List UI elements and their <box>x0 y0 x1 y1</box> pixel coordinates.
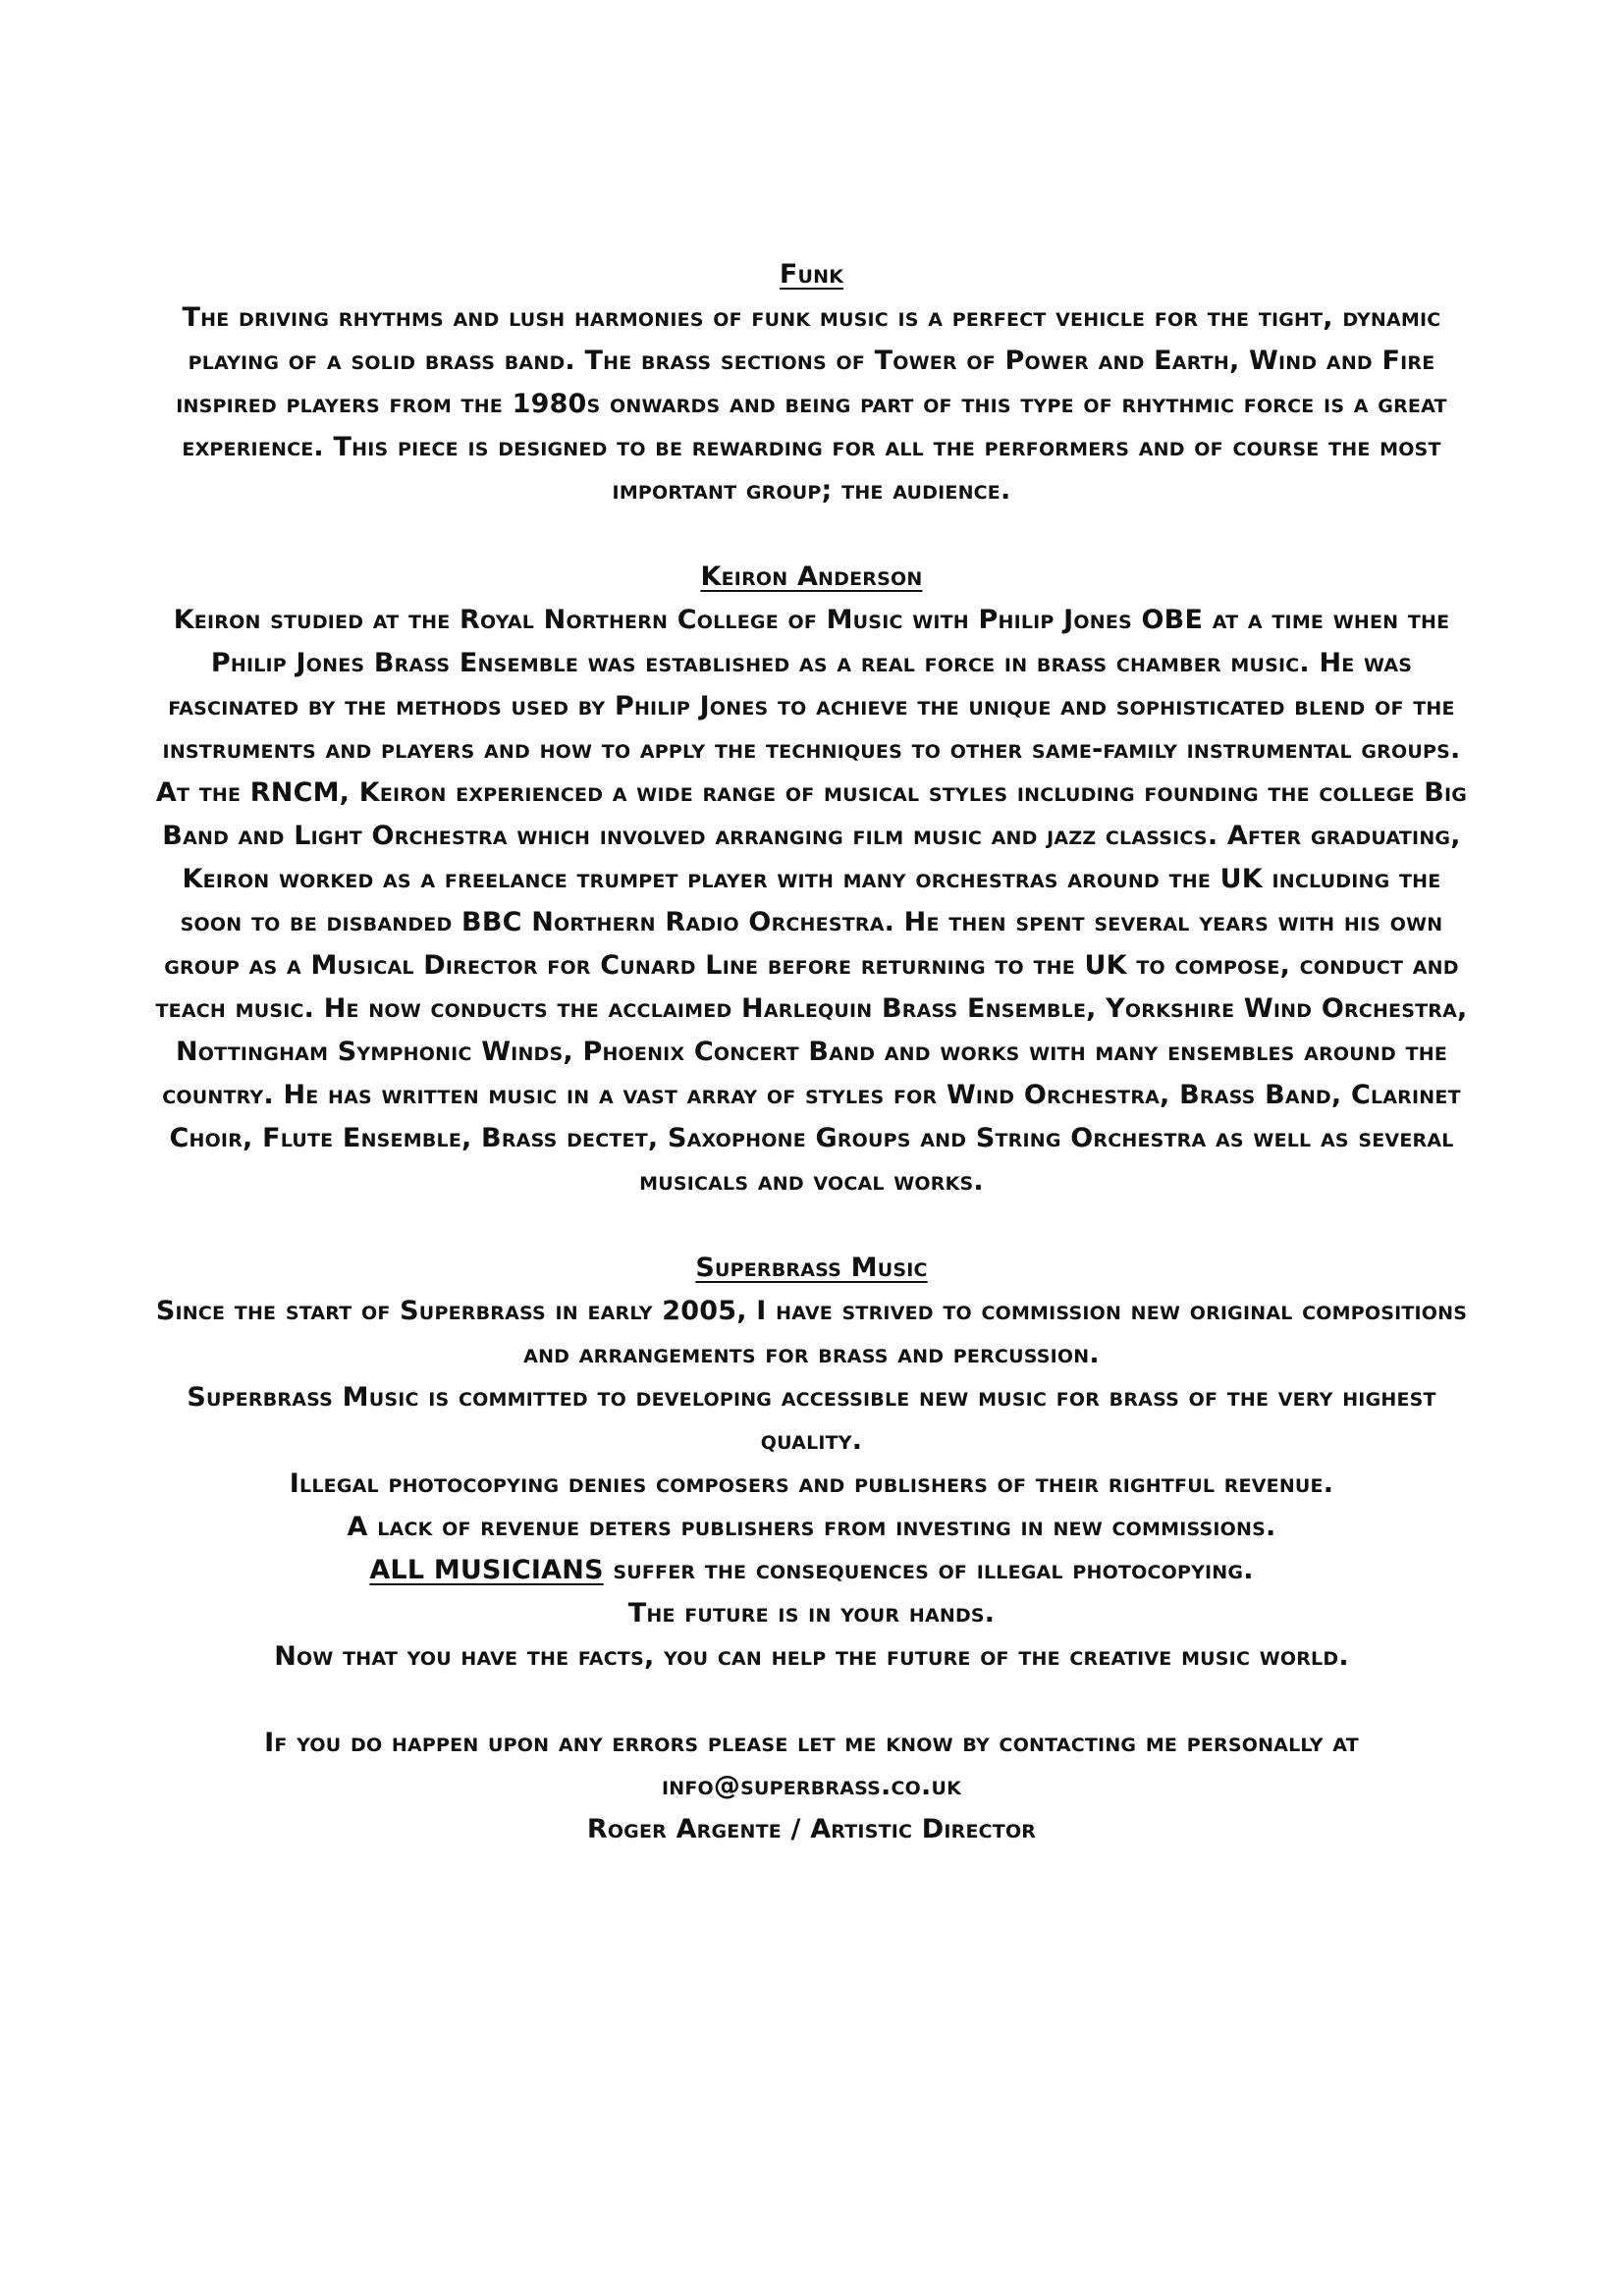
publisher-heading: Superbrass Music <box>695 1253 928 1283</box>
musicians-warning <box>147 1549 1476 1592</box>
funk-heading: Funk <box>779 259 844 290</box>
photocopy-warning: Illegal photocopying denies composers and publishers of their rightful revenue. <box>289 1468 1334 1499</box>
section-spacer <box>147 1203 1476 1247</box>
contact-email[interactable]: info@superbrass.co.uk <box>661 1771 962 1801</box>
revenue-warning: A lack of revenue deters publishers from investing in new commissions. <box>347 1512 1276 1542</box>
composer-heading: Keiron Anderson <box>700 561 923 592</box>
facts-line: Now that you have the facts, you can help the future of the creative music world. <box>274 1641 1349 1672</box>
section-spacer <box>147 1679 1476 1722</box>
section-spacer <box>147 512 1476 556</box>
future-line: The future is in your hands. <box>627 1598 996 1629</box>
errors-contact-line: If you do happen upon any errors please let me know by contacting me personally at <box>264 1728 1359 1758</box>
document-page <box>147 253 1476 1851</box>
publisher-commitment: Superbrass Music is committed to developing accessible new music for brass of the very highest quality. <box>187 1382 1436 1456</box>
all-musicians-emphasis: ALL MUSICIANS <box>369 1555 604 1585</box>
composer-biography: Keiron studied at the Royal Northern College of Music with Philip Jones OBE at a time when the Philip Jones Brass Ensemble was established as a real force in brass chamber music. He was fascinated by the methods used by Philip Jones to achieve the unique and sophisticated blend of the instruments and players and how to apply the techniques to other same-family instrumental groups. At the RNCM, Keiron experienced a wide range of musical styles including founding the college Big Band and Light Orchestra which involved arranging film music and jazz classics. After graduating, Keiron worked as a freelance trumpet player with many orchestras around the UK including the soon to be disbanded BBC Northern Radio Orchestra. He then spent several years with his own group as a Musical Director for Cunard Line before returning to the UK to compose, conduct and teach music. He now conducts the acclaimed Harlequin Brass Ensemble, Yorkshire Wind Orchestra, Nottingham Symphonic Winds, Phoenix Concert Band and works with many ensembles around the country. He has written music in a vast array of styles for Wind Orchestra, Brass Band, Clarinet Choir, Flute Ensemble, Brass dectet, Saxophone Groups and String Orchestra as well as several musicals and vocal works. <box>155 605 1468 1197</box>
signature: Roger Argente / Artistic Director <box>586 1814 1037 1844</box>
funk-description: The driving rhythms and lush harmonies of funk music is a perfect vehicle for the tight, dynamic playing of a solid brass band. The brass sections of Tower of Power and Earth, Wind and Fire inspired players from the 1980s onwards and being part of this type of rhythmic force is a great experience. This piece is designed to be rewarding for all the performers and of course the most important group; the audience. <box>176 302 1447 506</box>
musicians-warning-text: suffer the consequences of illegal photocopying. <box>603 1555 1254 1585</box>
publisher-intro: Since the start of Superbrass in early 2005, I have strived to commission new original compositions and arrangements for brass and percussion. <box>155 1296 1468 1369</box>
